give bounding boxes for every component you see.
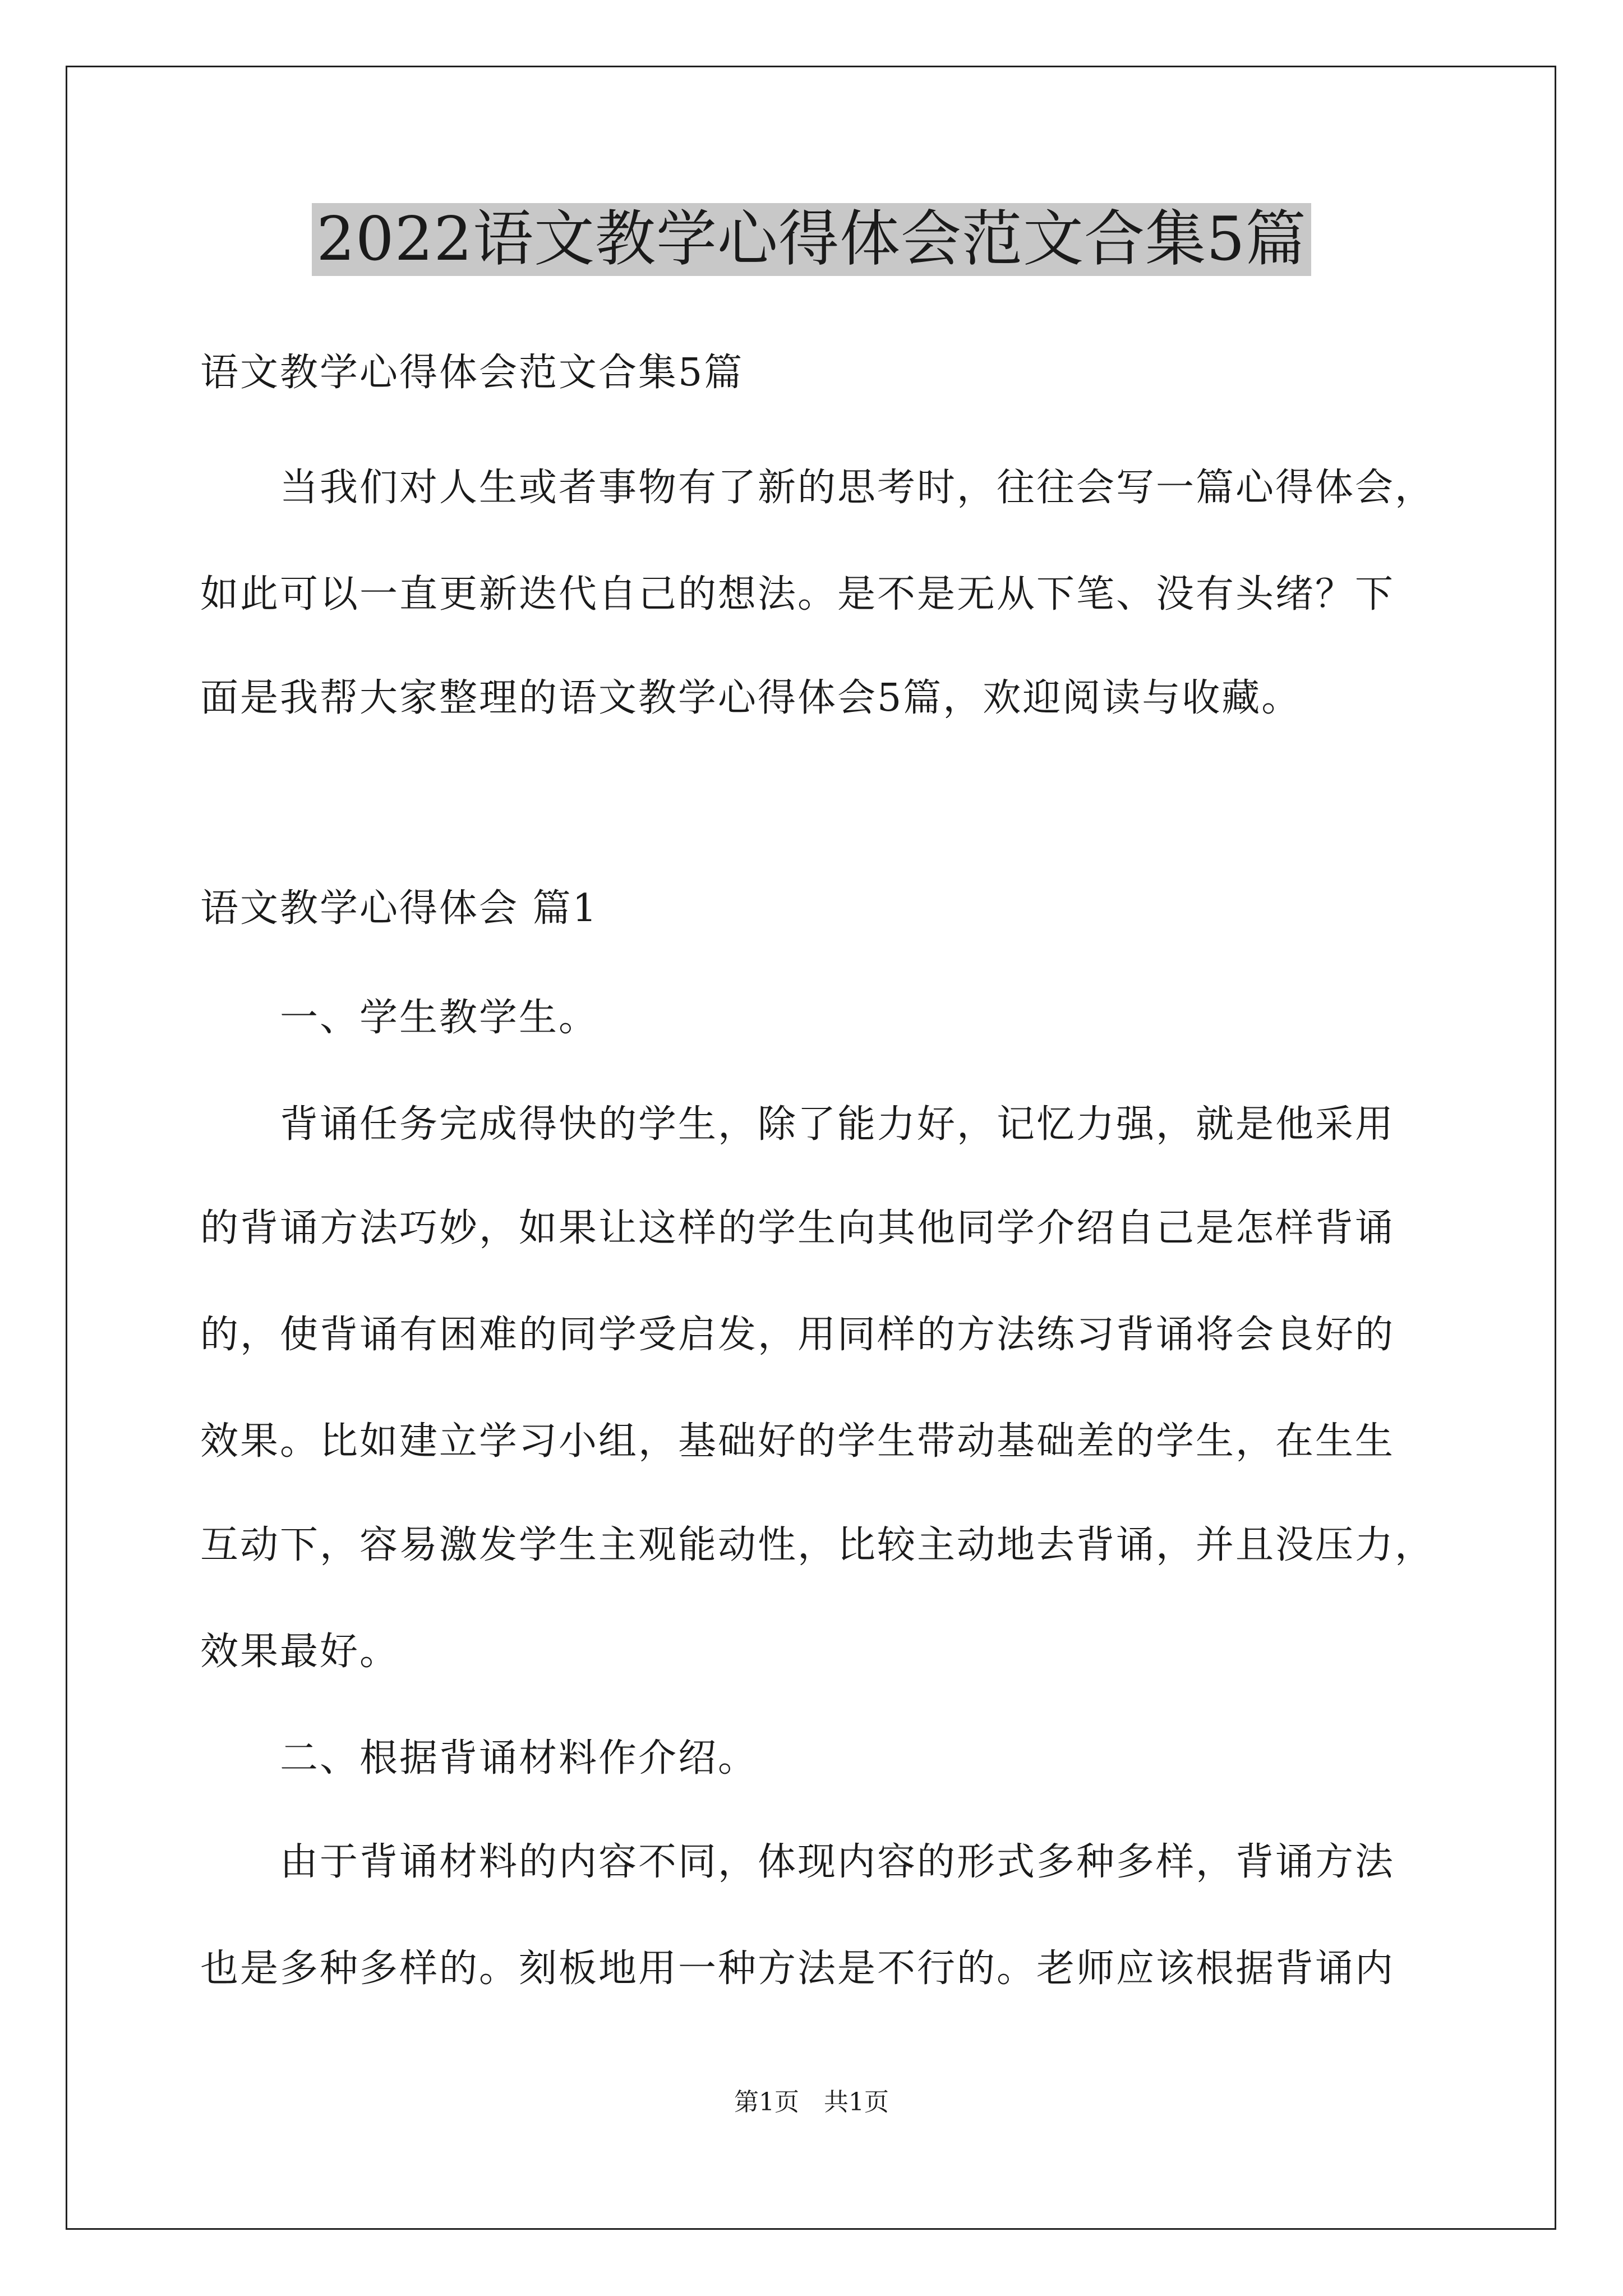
body-line: 效果。比如建立学习小组，基础好的学生带动基础差的学生，在生生 xyxy=(200,1419,1395,1464)
body-line: 效果最好。 xyxy=(200,1630,400,1674)
body-line: 背诵任务完成得快的学生，除了能力好，记忆力强，就是他采用 xyxy=(200,1102,1395,1147)
section-heading: 语文教学心得体会 篇1 xyxy=(200,886,598,931)
page-footer: 第1页 共1页 xyxy=(734,2088,889,2116)
body-line: 如此可以一直更新迭代自己的想法。是不是无从下笔、没有头绪？下 xyxy=(200,572,1395,616)
body-line: 一、学生教学生。 xyxy=(200,996,599,1040)
body-line: 的背诵方法巧妙，如果让这样的学生向其他同学介绍自己是怎样背诵 xyxy=(200,1206,1395,1250)
document-title: 2022语文教学心得体会范文合集5篇 xyxy=(312,203,1311,276)
title-container xyxy=(0,203,1623,276)
body-line: 的，使背诵有困难的同学受启发，用同样的方法练习背诵将会良好的 xyxy=(200,1313,1395,1357)
subtitle-line: 语文教学心得体会范文合集5篇 xyxy=(200,351,744,395)
body-line: 由于背诵材料的内容不同，体现内容的形式多种多样，背诵方法 xyxy=(200,1840,1395,1884)
body-line: 当我们对人生或者事物有了新的思考时，往往会写一篇心得体会， xyxy=(200,466,1435,510)
body-line: 二、根据背诵材料作介绍。 xyxy=(200,1736,758,1780)
body-line: 互动下，容易激发学生主观能动性，比较主动地去背诵，并且没压力， xyxy=(200,1523,1435,1567)
body-line: 也是多种多样的。刻板地用一种方法是不行的。老师应该根据背诵内 xyxy=(200,1947,1395,1991)
body-line: 面是我帮大家整理的语文教学心得体会5篇，欢迎阅读与收藏。 xyxy=(200,676,1302,720)
